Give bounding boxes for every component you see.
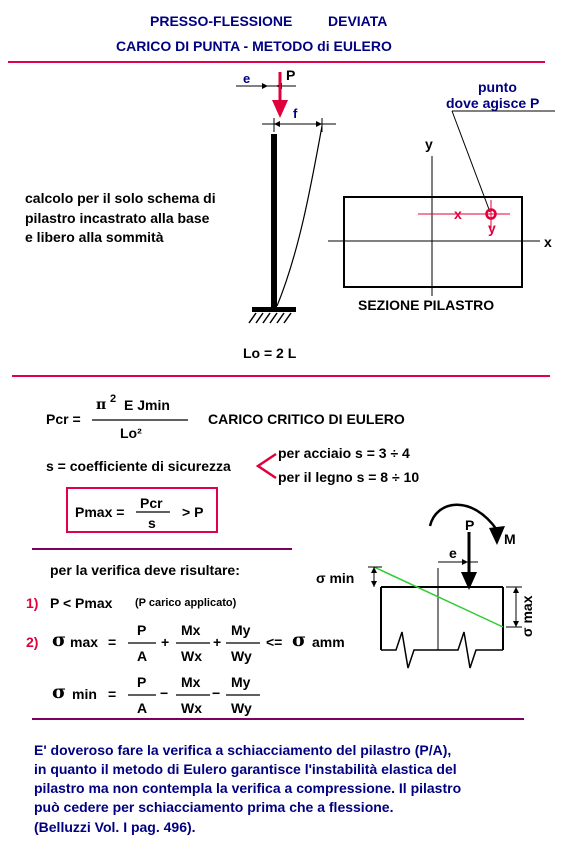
sigma-amm-symbol: σ <box>292 629 307 651</box>
section-axis-x-label: x <box>544 234 552 250</box>
verification-intro: per la verifica deve risultare: <box>50 562 240 578</box>
smin-P: P <box>137 674 147 690</box>
smin-My: My <box>231 674 251 690</box>
condition-1-note: (P carico applicato) <box>135 597 237 609</box>
description-line-2: pilastro incastrato alla base <box>25 210 210 226</box>
footer-line-1: E' doveroso fare la verifica a schiacciamento del pilastro (P/A), <box>34 742 452 758</box>
section-axis-y-label: y <box>425 136 433 152</box>
point-x-label: x <box>454 206 462 222</box>
description-line-1: calcolo per il solo schema di <box>25 190 216 206</box>
condition-1: P < Pmax <box>50 595 113 611</box>
stress-label-sigma-min: σ min <box>316 570 355 586</box>
effective-length-label: Lo = 2 L <box>243 345 297 361</box>
smax-leq: <= <box>266 634 283 650</box>
smax-Wx: Wx <box>181 648 202 664</box>
pcr-denominator: Lo² <box>120 425 142 441</box>
smax-My: My <box>231 622 251 638</box>
footer-line-5: (Belluzzi Vol. I pag. 496). <box>34 819 196 835</box>
title-line-1-deviata: DEVIATA <box>328 13 388 29</box>
pmax-denominator: s <box>148 515 156 531</box>
pcr-pi-exponent: 2 <box>110 393 117 405</box>
smax-Wy: Wy <box>231 648 252 664</box>
condition-2-number: 2) <box>26 634 39 650</box>
sigma-min-label: min <box>72 686 97 702</box>
sigma-max-equals: = <box>108 634 117 650</box>
stress-label-P: P <box>465 517 475 533</box>
pcr-pi: π <box>96 397 107 413</box>
s-steel: per acciaio s = 3 ÷ 4 <box>278 445 410 461</box>
moment-arc <box>430 505 497 533</box>
callout-punto: punto <box>478 79 517 95</box>
section-diagram <box>328 111 555 296</box>
sigma-amm-label: amm <box>312 634 345 650</box>
stress-label-M: M <box>504 531 516 547</box>
smin-Wy: Wy <box>231 700 252 716</box>
description-line-3: e libero alla sommità <box>25 229 164 245</box>
pmax-numerator: Pcr <box>140 495 163 511</box>
pcr-numerator: E Jmin <box>124 397 170 413</box>
smax-Mx: Mx <box>181 622 201 638</box>
section-caption: SEZIONE PILASTRO <box>358 297 495 313</box>
column-shaft <box>271 134 277 310</box>
callout-dove-agisce: dove agisce P <box>446 95 540 111</box>
smin-Wx: Wx <box>181 700 202 716</box>
pmax-lhs: Pmax = <box>75 504 125 520</box>
title-line-2: CARICO DI PUNTA - METODO di EULERO <box>116 38 392 54</box>
stress-diagram <box>368 505 522 668</box>
label-e-column: e <box>243 71 251 86</box>
sigma-min-symbol: σ <box>52 681 67 703</box>
smin-minus-2: − <box>212 685 221 701</box>
smin-A: A <box>137 700 148 716</box>
label-f-column: f <box>293 106 298 121</box>
condition-1-number: 1) <box>26 595 39 611</box>
deflected-shape <box>277 126 322 306</box>
label-P-column: P <box>286 67 296 83</box>
s-wood: per il legno s = 8 ÷ 10 <box>278 469 420 485</box>
footer-line-2: in quanto il metodo di Eulero garantisce l'instabilità elastica del <box>34 761 457 777</box>
stress-label-e: e <box>449 545 457 561</box>
sigma-min-equals: = <box>108 686 117 702</box>
footer-line-4: può cedere per schiacciamento prima che a flessione. <box>34 799 394 815</box>
sigma-max-label: max <box>70 634 99 650</box>
s-brace <box>258 454 276 478</box>
point-y-label: y <box>488 220 496 236</box>
smax-plus-1: + <box>161 634 170 650</box>
column-base <box>252 307 296 312</box>
footer-line-3: pilastro ma non contempla la verifica a compressione. Il pilastro <box>34 780 462 796</box>
smax-A: A <box>137 648 148 664</box>
pcr-caption: CARICO CRITICO DI EULERO <box>208 411 405 427</box>
pmax-rhs: > P <box>182 504 204 520</box>
pcr-lhs: Pcr = <box>46 411 81 427</box>
column-diagram <box>236 72 336 323</box>
smax-plus-2: + <box>213 634 222 650</box>
title-line-1: PRESSO-FLESSIONE <box>150 13 293 29</box>
smax-P: P <box>137 622 147 638</box>
s-definition: s = coefficiente di sicurezza <box>46 458 231 474</box>
smin-Mx: Mx <box>181 674 201 690</box>
stress-label-sigma-max: σ max <box>519 595 535 637</box>
sigma-max-symbol: σ <box>52 629 67 651</box>
smin-minus-1: − <box>160 685 169 701</box>
